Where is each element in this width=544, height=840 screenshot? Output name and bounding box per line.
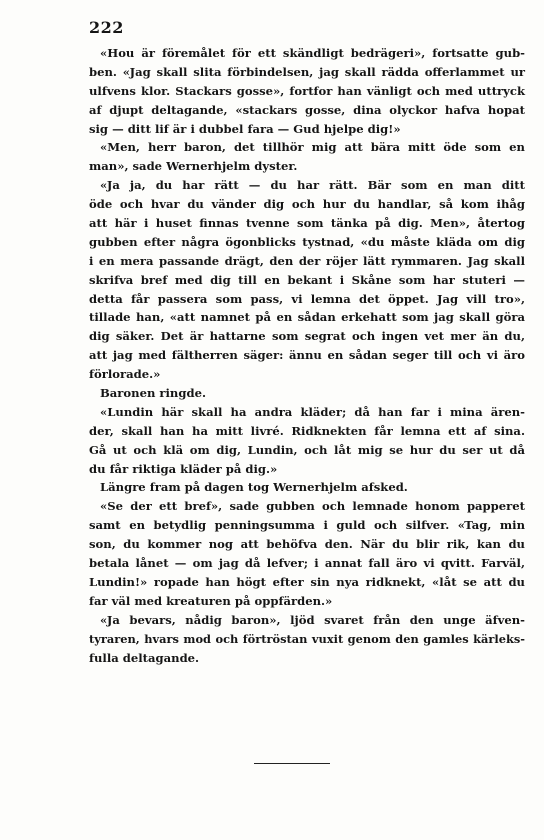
- text-line: «Ja bevars, nådig baron», ljöd svaret från den unge äfven-: [100, 612, 525, 627]
- text-line: Baronen ringde.: [100, 386, 206, 401]
- text-line: du får riktiga kläder på dig.»: [89, 461, 278, 476]
- text-line: tillade han, «att namnet på en sådan erkehatt som jag skall göra: [89, 310, 525, 325]
- text-line: att jag med fältherren säger: ännu en sådan seger till och vi äro: [89, 348, 525, 363]
- text-line: «Men, herr baron, det tillhör mig att bära mitt öde som en: [100, 140, 525, 155]
- text-line: Längre fram på dagen tog Wernerhjelm afsked.: [100, 480, 408, 495]
- text-line: sig — ditt lif är i dubbel fara — Gud hjelpe dig!»: [89, 121, 401, 136]
- text-line: skrifva bref med dig till en bekant i Skåne som har stuteri —: [89, 272, 525, 287]
- text-line: far väl med kreaturen på oppfärden.»: [89, 593, 333, 608]
- page-number: 222: [89, 18, 124, 37]
- text-line: af djupt deltagande, «stackars gosse, dina olyckor hafva hopat: [89, 102, 525, 117]
- text-line: ben. «Jag skall slita förbindelsen, jag skall rädda offerlammet ur: [89, 64, 525, 79]
- text-line: ulfvens klor. Stackars gosse», fortfor han vänligt och med uttryck: [89, 83, 525, 98]
- section-divider: [254, 763, 330, 764]
- text-line: dig säker. Det är hattarne som segrat och ingen vet mer än du,: [89, 329, 525, 344]
- text-line: fulla deltagande.: [89, 650, 200, 665]
- text-line: gubben efter några ögonblicks tystnad, «du måste kläda om dig: [89, 234, 525, 249]
- text-line: förlorade.»: [89, 367, 161, 382]
- text-line: «Hou är föremålet för ett skändligt bedrägeri», fortsatte gub-: [100, 46, 525, 60]
- text-line: man», sade Wernerhjelm dyster.: [89, 159, 298, 174]
- text-line: «Lundin här skall ha andra kläder; då han far i mina ären-: [100, 404, 525, 419]
- text-line: tyraren, hvars mod och förtröstan vuxit genom den gamles kärleks-: [89, 631, 525, 646]
- text-line: öde och hvar du vänder dig och hur du handlar, så kom ihåg: [89, 197, 525, 212]
- text-line: betala lånet — om jag då lefver; i annat fall äro vi qvitt. Farväl,: [89, 556, 525, 571]
- text-line: «Ja ja, du har rätt — du har rätt. Bär som en man ditt: [100, 178, 525, 193]
- text-line: Gå ut och klä om dig, Lundin, och låt mig se hur du ser ut då: [89, 442, 525, 457]
- text-line: att här i huset finnas tvenne som tänka på dig. Men», återtog: [89, 216, 525, 231]
- text-line: detta får passera som pass, vi lemna det öppet. Jag vill tro»,: [89, 291, 525, 306]
- body-text: [89, 44, 525, 667]
- text-line: samt en betydlig penningsumma i guld och silfver. «Tag, min: [89, 518, 525, 533]
- text-line: «Se der ett bref», sade gubben och lemnade honom papperet: [100, 499, 525, 514]
- text-line: son, du kommer nog att behöfva den. När du blir rik, kan du: [89, 537, 525, 552]
- text-line: der, skall han ha mitt livré. Ridknekten får lemna ett af sina.: [89, 423, 525, 438]
- text-line: Lundin!» ropade han högt efter sin nya ridknekt, «låt se att du: [89, 574, 525, 589]
- text-line: i en mera passande drägt, den der röjer lätt rymmaren. Jag skall: [89, 253, 525, 268]
